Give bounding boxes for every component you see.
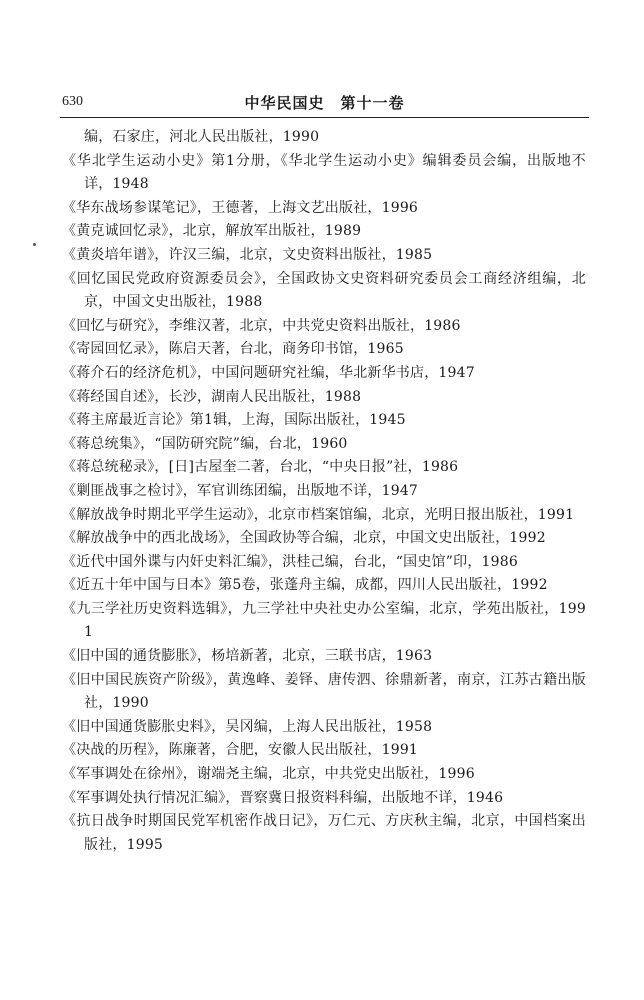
bibliography-entry: 《黄克诚回忆录》，北京，解放军出版社，1989 [62, 223, 362, 240]
bibliography-entry-continuation: 编，石家庄，河北人民出版社，1990 [84, 129, 320, 145]
bibliography-entry: 《近五十年中国与日本》第5卷，张蓬舟主编，成都，四川人民出版社，1992 [62, 577, 548, 594]
bibliography-entry: 《华东战场参谋笔记》，王德著，上海文艺出版社，1996 [62, 199, 419, 216]
bibliography-entry: 《近代中国外谍与内奸史料汇编》，洪桂己编，台北，“国史馆”印，1986 [62, 553, 518, 570]
bibliography-list [62, 126, 586, 857]
margin-mark [33, 243, 36, 246]
bibliography-entry: 《九三学社历史资料选辑》，九三学社中央社史办公室编，北京，学苑出版社，1991 [62, 600, 586, 641]
bibliography-entry: 《旧中国民族资产阶级》，黄逸峰、姜铎、唐传泗、徐鼎新著，南京，江苏古籍出版社，1990 [62, 671, 586, 712]
bibliography-entry: 《军事调处在徐州》，谢端尧主编，北京，中共党史出版社，1996 [62, 766, 475, 783]
page-number: 630 [62, 94, 83, 109]
header-rule [60, 117, 589, 118]
bibliography-entry: 《蒋介石的经济危机》，中国问题研究社编，华北新华书店，1947 [62, 364, 475, 381]
bibliography-entry: 《蒋总统集》，“国防研究院”编，台北，1960 [62, 435, 348, 452]
bibliography-entry: 《华北学生运动小史》第1分册，《华北学生运动小史》编辑委员会编，出版地不详，1948 [62, 152, 586, 193]
bibliography-entry: 《旧中国的通货膨胀》，杨培新著，北京，三联书店，1963 [62, 648, 433, 665]
bibliography-entry: 《黄炎培年谱》，许汉三编，北京，文史资料出版社，1985 [62, 246, 433, 263]
bibliography-entry: 《蒋经国自述》，长沙，湖南人民出版社，1988 [62, 388, 362, 405]
page-header [62, 92, 587, 116]
bibliography-entry: 《剿匪战事之检讨》，军官训练团编，出版地不详，1947 [62, 482, 419, 499]
bibliography-entry: 《寄园回忆录》，陈启天著，台北，商务印书馆，1965 [62, 341, 404, 358]
bibliography-entry: 《蒋总统秘录》，[日]古屋奎二著，台北，“中央日报”社，1986 [62, 459, 459, 476]
running-title: 中华民国史 第十一卷 [244, 94, 405, 112]
bibliography-entry: 《旧中国通货膨胀史料》，吴冈编，上海人民出版社，1958 [62, 718, 433, 735]
bibliography-entry: 《解放战争时期北平学生运动》，北京市档案馆编，北京，光明日报出版社，1991 [62, 506, 575, 523]
bibliography-entry: 《回忆与研究》，李维汉著，北京，中共党史资料出版社，1986 [62, 317, 461, 334]
bibliography-entry: 《决战的历程》，陈廉著，合肥，安徽人民出版社，1991 [62, 742, 419, 759]
bibliography-entry: 《抗日战争时期国民党军机密作战日记》，万仁元、方庆秋主编，北京，中国档案出版社，1995 [62, 813, 586, 853]
bibliography-entry: 《蒋主席最近言论》第1辑，上海，国际出版社，1945 [62, 412, 406, 429]
bibliography-entry: 《军事调处执行情况汇编》，晋察冀日报资料科编，出版地不详，1946 [62, 789, 504, 806]
bibliography-entry: 《回忆国民党政府资源委员会》，全国政协文史资料研究委员会工商经济组编，北京，中国文史出版社，1988 [62, 270, 586, 311]
bibliography-entry: 《解放战争中的西北战场》，全国政协等合编，北京，中国文史出版社，1992 [62, 530, 546, 547]
